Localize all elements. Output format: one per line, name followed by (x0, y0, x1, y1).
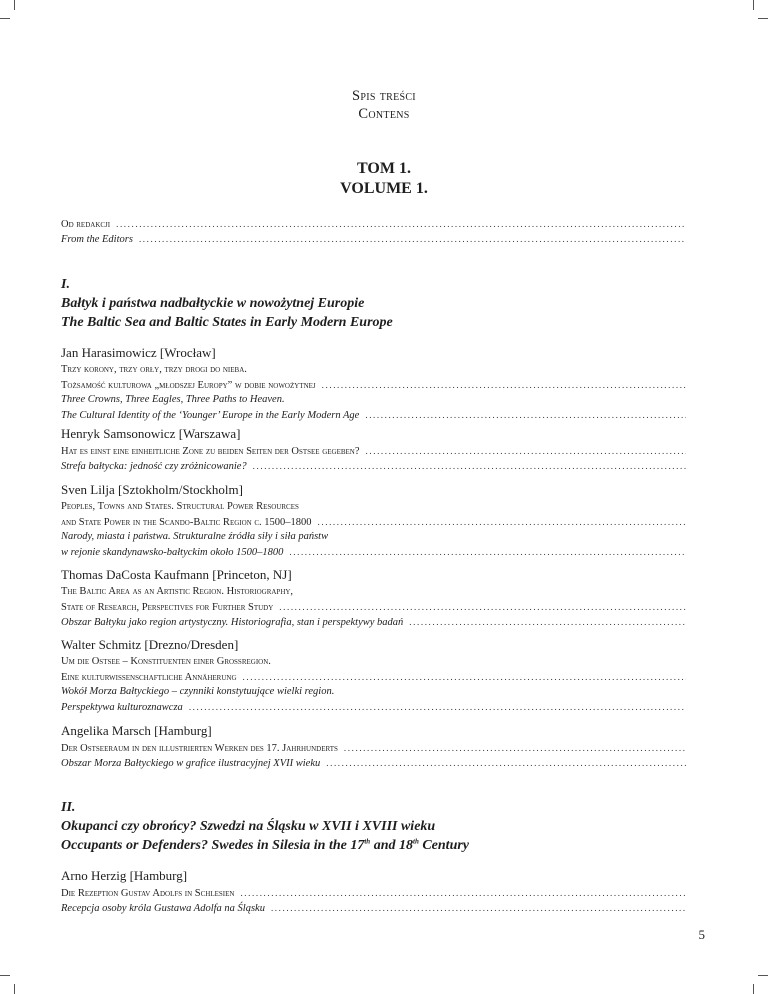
toc-entry-text: Obszar Bałtyku jako region artystyczny. Historiografia, stan i perspektywy badań (61, 617, 404, 628)
superscript: th (364, 837, 371, 846)
toc-entry-text: Der Ostseeraum in den illustrierten Werken des 17. Jahrhunderts (61, 743, 338, 754)
crop-mark (758, 975, 768, 976)
leader-dots (326, 756, 686, 770)
toc-entry-text: Narody, miasta i państwa. Strukturalne źródła siły i siła państw (61, 531, 329, 542)
toc-entry-text: Die Rezeption Gustav Adolfs in Schlesien (61, 888, 235, 899)
toc-author: Walter Schmitz [Drezno/Dresden] (61, 637, 239, 652)
crop-mark (0, 975, 10, 976)
leader-dots (318, 515, 686, 529)
toc-entry-editors-pl (61, 217, 686, 231)
toc-author: Thomas DaCosta Kaufmann [Princeton, NJ] (61, 567, 292, 582)
section-title-part: and 18 (370, 838, 413, 853)
toc-entry-text: w rejonie skandynawsko-bałtyckim około 1500–1800 (61, 547, 284, 558)
toc-author: Angelika Marsch [Hamburg] (61, 723, 212, 738)
leader-dots (243, 670, 686, 684)
leader-dots (279, 600, 686, 614)
section-title-en: The Baltic Sea and Baltic States in Early Modern Europe (61, 315, 393, 330)
crop-mark (14, 984, 15, 994)
toc-entry-text: Strefa bałtycka: jedność czy zróżnicowanie? (61, 461, 247, 472)
toc-entry (61, 756, 686, 770)
leader-dots (289, 545, 686, 559)
toc-author: Jan Harasimowicz [Wrocław] (61, 345, 216, 360)
toc-author: Arno Herzig [Hamburg] (61, 868, 188, 883)
toc-entry-text: Hat es einst eine einheitliche Zone zu beiden Seiten der Ostsee gegeben? (61, 446, 360, 457)
crop-mark (753, 0, 754, 10)
toc-entry-text: Od redakcji (61, 219, 111, 230)
toc-entry (61, 741, 686, 755)
toc-entry-text: Eine kulturwissenschaftliche Annäherung (61, 672, 237, 683)
leader-dots (409, 615, 686, 629)
toc-entry-text: Wokół Morza Bałtyckiego – czynniki konstytuujące wielki region. (61, 686, 335, 697)
section-number: II. (61, 800, 76, 815)
section-title-en (61, 836, 469, 856)
section-title-part: Century (418, 838, 470, 853)
toc-entry-text: Perspektywa kulturoznawcza (61, 702, 183, 713)
toc-entry-text: Um die Ostsee – Konstituenten einer Großregion. (61, 656, 271, 667)
page-number: 5 (698, 927, 705, 942)
toc-entry (61, 545, 686, 559)
leader-dots (344, 741, 686, 755)
superscript: th (413, 837, 419, 846)
toc-entry-text: Tożsamość kulturowa „młodszej Europy” w dobie nowożytnej (61, 380, 316, 391)
toc-entry-text: State of Research, Perspectives for Further Study (61, 602, 274, 613)
crop-mark (14, 0, 15, 10)
leader-dots (365, 408, 686, 422)
leader-dots (322, 378, 686, 392)
crop-mark (0, 18, 10, 19)
toc-entry-text: Recepcja osoby króla Gustawa Adolfa na Śląsku (61, 903, 265, 914)
toc-entry-text: Peoples, Towns and States. Structural Power Resources (61, 501, 299, 512)
section-number: I. (61, 277, 70, 292)
section-title-pl: Okupanci czy obrońcy? Szwedzi na Śląsku w XVII i XVIII wieku (61, 819, 436, 834)
page-title-pl: Spis treści (352, 88, 416, 104)
toc-entry (61, 459, 686, 473)
toc-author: Sven Lilja [Sztokholm/Stockholm] (61, 482, 243, 497)
toc-entry-text: The Baltic Area as an Artistic Region. Historiography, (61, 586, 294, 597)
toc-entry (61, 600, 686, 614)
toc-entry-text: Obszar Morza Bałtyckiego w grafice ilustracyjnej XVII wieku (61, 758, 321, 769)
volume-title-en: VOLUME 1. (340, 180, 428, 197)
toc-entry (61, 700, 686, 714)
leader-dots (253, 459, 686, 473)
crop-mark (758, 18, 768, 19)
toc-author: Henryk Samsonowicz [Warszawa] (61, 426, 241, 441)
leader-dots (271, 901, 686, 915)
crop-mark (753, 984, 754, 994)
leader-dots (189, 700, 686, 714)
page-title-en: Contens (358, 106, 410, 122)
section-title-pl: Bałtyk i państwa nadbałtyckie w nowożytnej Europie (61, 296, 365, 311)
toc-entry-text: Three Crowns, Three Eagles, Three Paths to Heaven. (61, 394, 285, 405)
toc-entry (61, 670, 686, 684)
toc-entry-text: From the Editors (61, 234, 133, 245)
toc-entry (61, 615, 686, 629)
toc-entry-text: Trzy korony, trzy orły, trzy drogi do nieba. (61, 364, 247, 375)
toc-entry-text: The Cultural Identity of the ‘Younger’ Europe in the Early Modern Age (61, 410, 360, 421)
toc-entry (61, 886, 686, 900)
toc-entry (61, 378, 686, 392)
volume-title-pl: TOM 1. (357, 160, 411, 177)
leader-dots (366, 444, 686, 458)
toc-entry-text: and State Power in the Scando-Baltic Region c. 1500–1800 (61, 517, 312, 528)
toc-entry (61, 515, 686, 529)
toc-entry-editors-en (61, 232, 686, 246)
toc-entry (61, 408, 686, 422)
toc-entry (61, 901, 686, 915)
leader-dots (240, 886, 686, 900)
leader-dots (139, 232, 686, 246)
toc-entry (61, 444, 686, 458)
section-title-part: Occupants or Defenders? Swedes in Silesia in the 17 (61, 838, 365, 853)
leader-dots (116, 217, 686, 231)
